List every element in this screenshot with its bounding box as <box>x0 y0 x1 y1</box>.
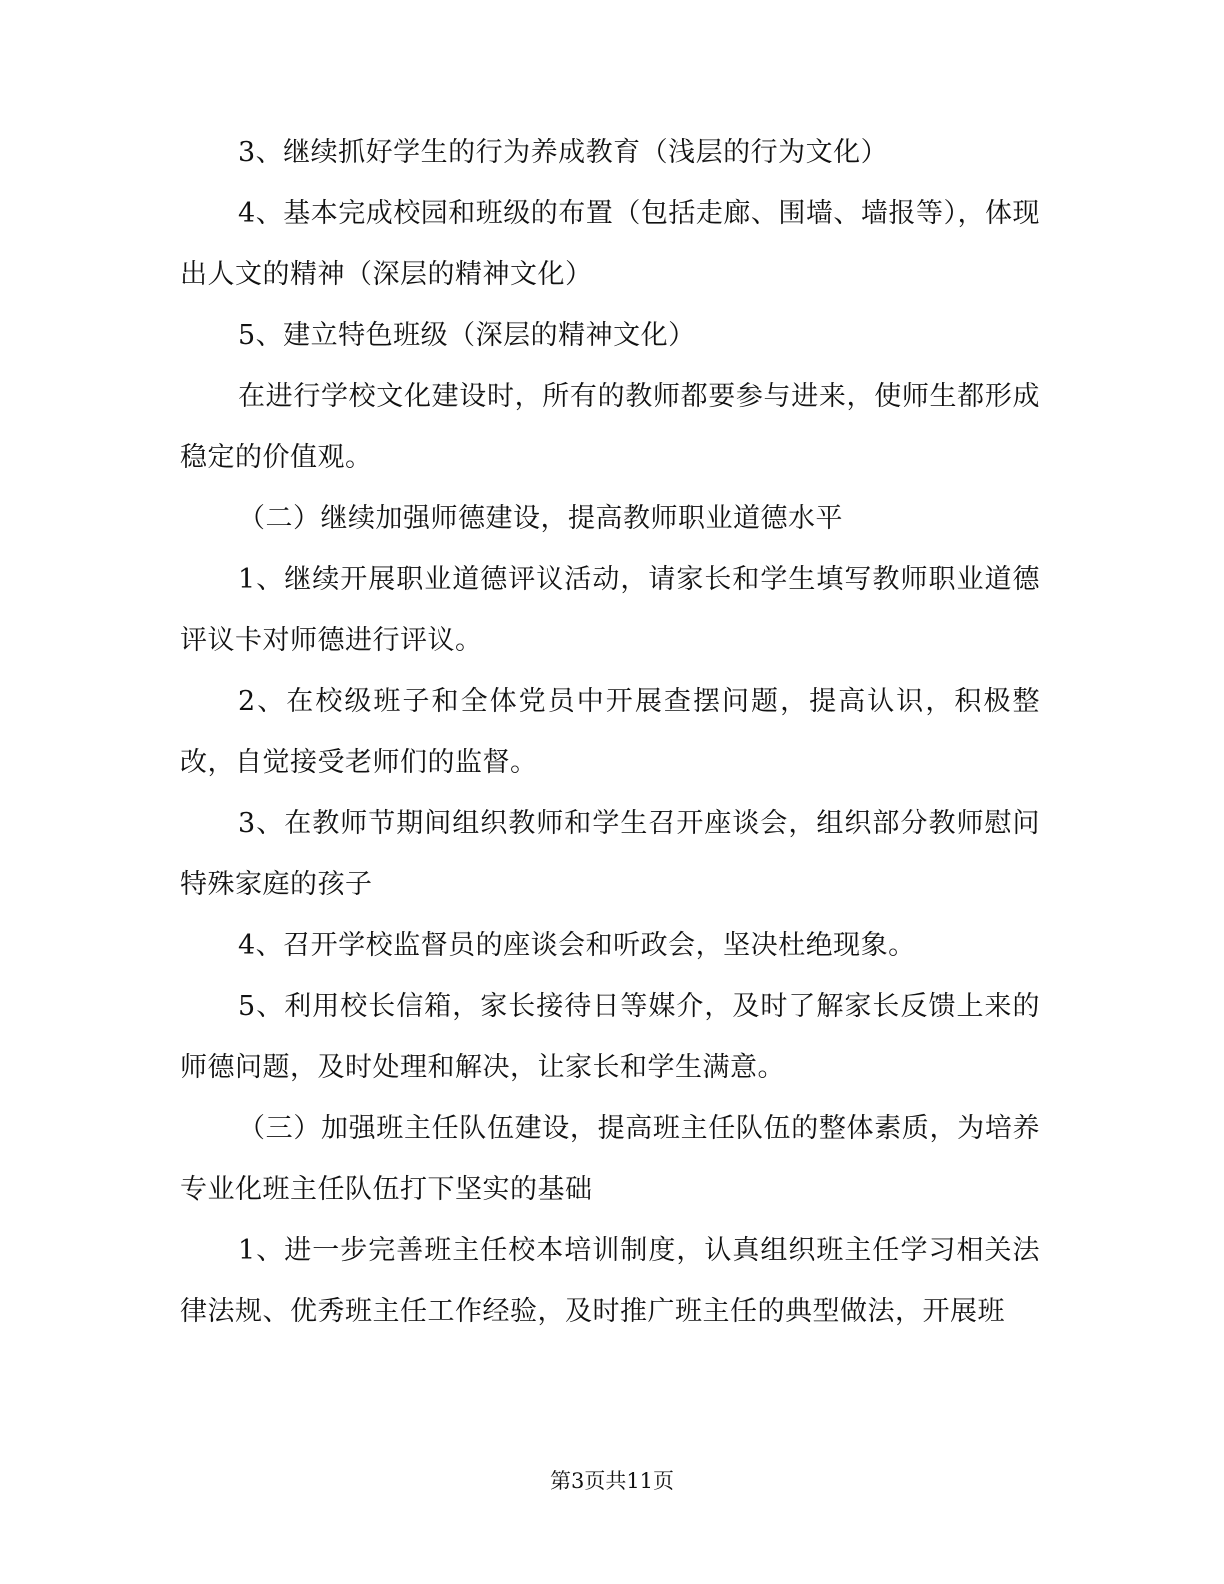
paragraph-item-1-ethics-review: 1、继续开展职业道德评议活动，请家长和学生填写教师职业道德评议卡对师德进行评议。 <box>180 564 1040 656</box>
paragraph-item-3-behavior: 3、继续抓好学生的行为养成教育（浅层的行为文化） <box>238 137 889 168</box>
paragraph-item-2-rectification: 2、在校级班子和全体党员中开展查摆问题，提高认识，积极整改，自觉接受老师们的监督。 <box>180 686 1040 778</box>
section-heading-3: （三）加强班主任队伍建设，提高班主任队伍的整体素质，为培养专业化班主任队伍打下坚实的基础 <box>180 1113 1040 1205</box>
paragraph-item-4-campus-layout: 4、基本完成校园和班级的布置（包括走廊、围墙、墙报等），体现出人文的精神（深层的精神文化） <box>180 198 1040 290</box>
document-body <box>180 122 1040 1342</box>
paragraph-item-4-supervisors: 4、召开学校监督员的座谈会和听政会，坚决杜绝现象。 <box>238 930 916 961</box>
paragraph-item-5-special-class: 5、建立特色班级（深层的精神文化） <box>238 320 696 351</box>
section-heading-2: （二）继续加强师德建设，提高教师职业道德水平 <box>238 503 843 534</box>
paragraph-culture-summary: 在进行学校文化建设时，所有的教师都要参与进来，使师生都形成稳定的价值观。 <box>180 381 1040 473</box>
page-number-footer: 第3页共11页 <box>549 1469 675 1493</box>
paragraph-item-5-mailbox: 5、利用校长信箱，家长接待日等媒介，及时了解家长反馈上来的师德问题，及时处理和解决，让家长和学生满意。 <box>180 991 1040 1083</box>
paragraph-item-1-training: 1、进一步完善班主任校本培训制度，认真组织班主任学习相关法律法规、优秀班主任工作经验，及时推广班主任的典型做法，开展班 <box>180 1235 1040 1327</box>
paragraph-item-3-teachers-day: 3、在教师节期间组织教师和学生召开座谈会，组织部分教师慰问特殊家庭的孩子 <box>180 808 1040 900</box>
